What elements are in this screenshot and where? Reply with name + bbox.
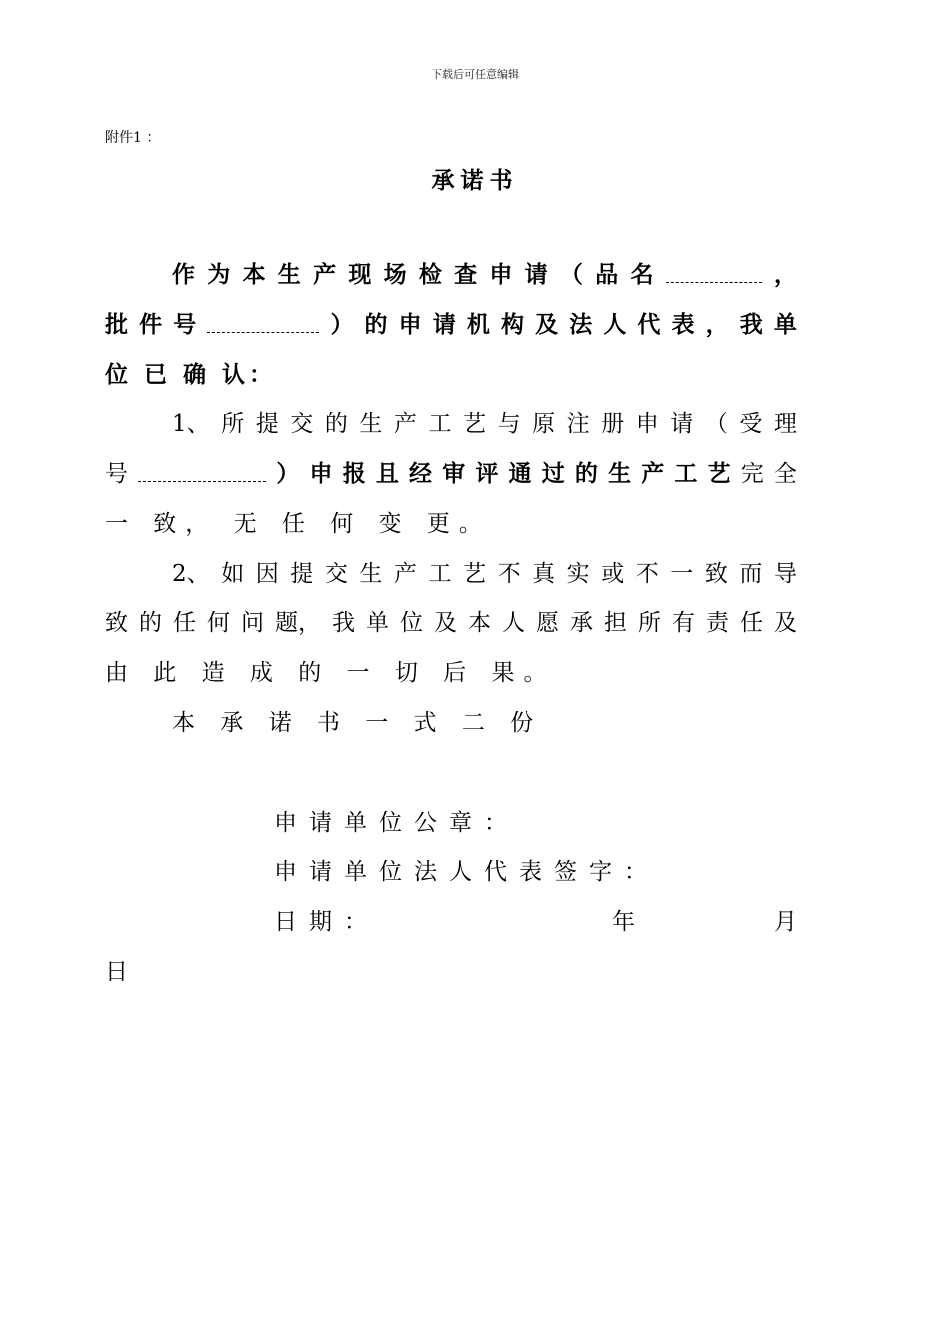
text-char: 申 (398, 311, 422, 338)
text-char: 原 (532, 411, 556, 437)
text-char: 的 (574, 460, 598, 487)
text-char: 责 (706, 610, 729, 636)
text-char: 机 (466, 311, 490, 338)
text-char: 场 (383, 261, 407, 288)
text-char: 评 (475, 460, 499, 487)
copies-note: 本 承 诺 书 一 式 二 份 (172, 710, 543, 736)
text-char: （ (559, 261, 583, 288)
text-char: 交 (324, 561, 348, 587)
intro-line1-comma: ， (773, 261, 797, 288)
text-char: 任 (740, 610, 763, 636)
text-char: 本 (468, 610, 491, 636)
text-char: 代 (637, 311, 661, 338)
item1-line2-start: 号 (105, 461, 128, 487)
approval-number-blank[interactable] (207, 318, 319, 333)
text-char: 导 (773, 561, 797, 587)
text-char: 1、 (172, 411, 210, 437)
text-char: 名 (630, 261, 654, 288)
text-char: 单 (366, 610, 389, 636)
text-char: 本 (242, 261, 266, 288)
text-char: 艺 (707, 460, 731, 487)
text-char: 及 (774, 610, 797, 636)
text-char: 作 (172, 261, 195, 288)
text-char: 请 (524, 261, 548, 288)
text-char: 现 (348, 261, 372, 288)
text-char: 艺 (463, 411, 487, 437)
date-label: 日期： (274, 909, 379, 935)
text-char: 工 (428, 561, 452, 587)
text-char: 过 (541, 460, 565, 487)
text-char: ） (276, 460, 300, 487)
day-label: 日 (105, 959, 128, 985)
text-char: 为 (207, 261, 231, 288)
text-char: 不 (497, 561, 521, 587)
intro-line-1 (172, 258, 797, 292)
text-char: 法 (569, 311, 593, 338)
attachment-label: 附件1 ： (105, 130, 161, 146)
text-char: 提 (290, 561, 314, 587)
text-char: 一 (670, 561, 694, 587)
text-char: 经 (409, 460, 433, 487)
text-char: 册 (601, 411, 625, 437)
item1-line-3: 一 致， 无 任 何 变 更。 (105, 511, 491, 537)
text-char: 理 (773, 411, 797, 437)
text-char: 全 (773, 461, 797, 487)
text-char: 提 (255, 411, 279, 437)
text-char: 申 (489, 261, 513, 288)
item2-line-1 (172, 557, 797, 591)
text-char: 审 (442, 460, 466, 487)
seal-label: 申请单位公章： (274, 810, 519, 836)
text-char: 所 (221, 411, 245, 437)
text-char: 单 (773, 311, 797, 338)
text-char: 人 (603, 311, 627, 338)
text-char: 愿 (536, 610, 559, 636)
text-char: 注 (566, 411, 590, 437)
text-char: 位 (400, 610, 423, 636)
text-char: 申 (309, 460, 333, 487)
text-char: 检 (418, 261, 442, 288)
text-char: 而 (739, 561, 763, 587)
product-name-blank[interactable] (666, 268, 762, 283)
text-char: 我 (332, 610, 355, 636)
text-char: 生 (277, 261, 301, 288)
text-char: 2、 (172, 561, 210, 587)
text-char: 报 (342, 460, 366, 487)
text-char: 任 (173, 610, 196, 636)
text-char: 问 (241, 610, 264, 636)
text-char: 通 (508, 460, 532, 487)
text-char: 且 (375, 460, 399, 487)
item2-line-3: 由 此 造 成 的 一 切 后 果。 (105, 660, 556, 686)
text-char: 品 (595, 261, 619, 288)
text-char: 何 (207, 610, 230, 636)
text-char: 产 (641, 460, 665, 487)
text-char: 构 (500, 311, 524, 338)
text-char: 工 (428, 411, 452, 437)
text-char: 生 (608, 460, 632, 487)
intro-line-2 (105, 308, 797, 342)
text-char: 担 (604, 610, 627, 636)
text-char: 产 (393, 561, 417, 587)
year-label: 年 (612, 909, 635, 935)
text-char: ， (705, 311, 729, 338)
header-note: 下载后可任意编辑 (431, 68, 519, 81)
item1-line-2 (105, 457, 797, 491)
text-char: 完 (740, 461, 764, 487)
text-char: 产 (393, 411, 417, 437)
text-char: 实 (566, 561, 590, 587)
text-char: 或 (601, 561, 625, 587)
text-char: ） (330, 311, 354, 338)
text-char: 的 (139, 610, 162, 636)
text-char: 产 (313, 261, 337, 288)
text-char: 及 (535, 311, 559, 338)
text-char: 所 (638, 610, 661, 636)
month-label: 月 (774, 909, 797, 935)
date-line (274, 905, 797, 939)
text-char: 题， (275, 610, 321, 636)
text-char: 查 (454, 261, 478, 288)
text-char: 请 (670, 411, 694, 437)
text-char: 真 (532, 561, 556, 587)
text-char: 承 (570, 610, 593, 636)
text-char: 生 (359, 411, 383, 437)
text-char: 工 (674, 460, 698, 487)
acceptance-number-blank[interactable] (138, 467, 266, 482)
text-char: 生 (359, 561, 383, 587)
text-char: 件 (139, 311, 163, 338)
text-char: 致 (704, 561, 728, 587)
text-char: 艺 (463, 561, 487, 587)
text-char: 交 (290, 411, 314, 437)
text-char: 人 (502, 610, 525, 636)
text-char: 不 (635, 561, 659, 587)
text-char: 致 (105, 610, 128, 636)
text-char: 申 (635, 411, 659, 437)
item2-line-2 (105, 606, 797, 640)
document-title: 承诺书 (431, 167, 519, 194)
text-char: 受 (739, 411, 763, 437)
text-char: 表 (671, 311, 695, 338)
text-char: 批 (105, 311, 128, 338)
text-char: 号 (173, 311, 197, 338)
text-char: 有 (672, 610, 695, 636)
text-char: 如 (221, 561, 245, 587)
representative-signature-label: 申请单位法人代表签字： (274, 859, 659, 885)
text-char: 及 (434, 610, 457, 636)
text-char: 我 (739, 311, 763, 338)
intro-line-3: 位 已 确 认： (105, 361, 277, 388)
text-char: 的 (364, 311, 388, 338)
text-char: 的 (324, 411, 348, 437)
item1-line-1 (172, 407, 797, 441)
text-char: 与 (497, 411, 521, 437)
text-char: 因 (255, 561, 279, 587)
text-char: 请 (432, 311, 456, 338)
text-char: （ (704, 411, 728, 437)
